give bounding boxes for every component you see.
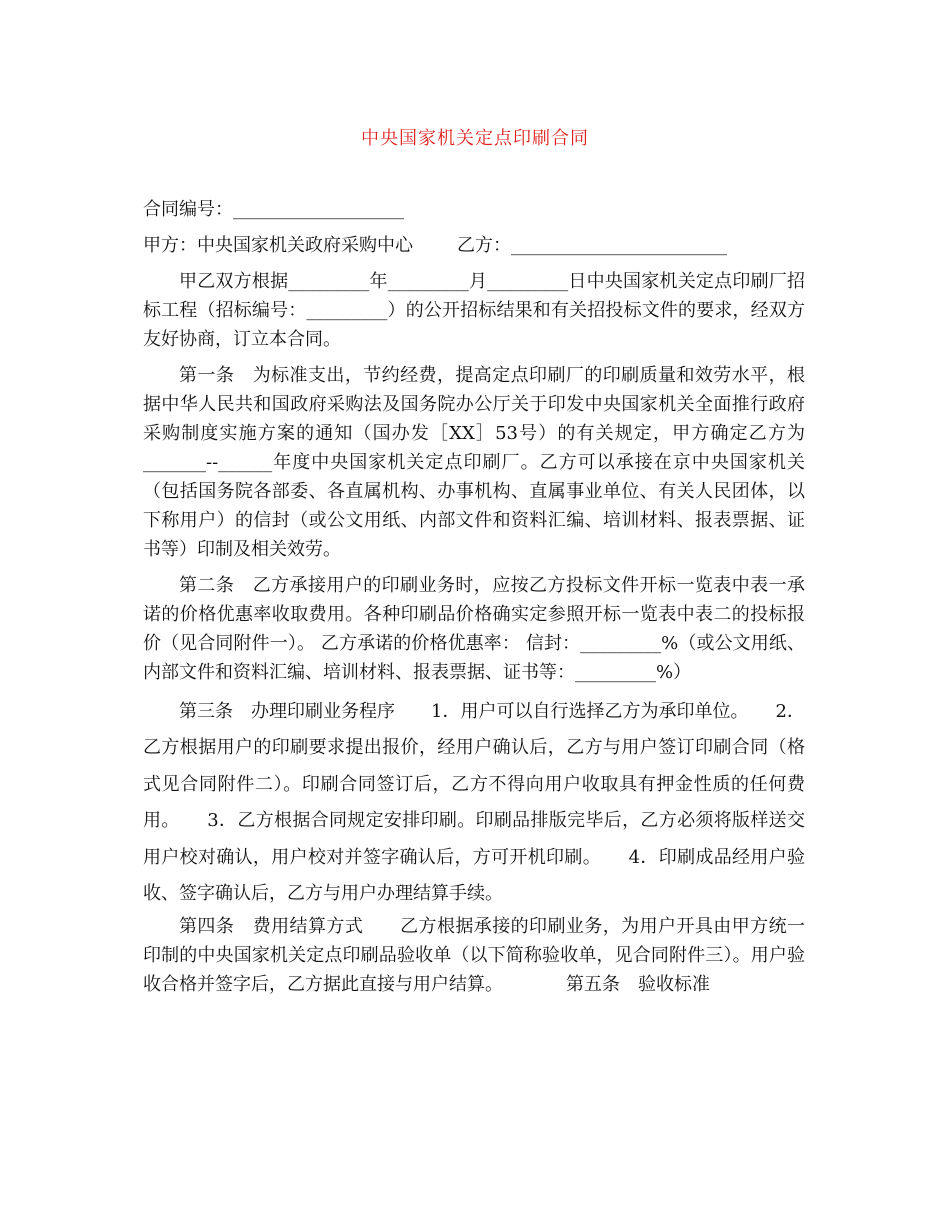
party-b: 乙方：________________________ (457, 235, 727, 256)
article-1: 第一条 为标准支出，节约经费，提高定点印刷厂的印刷质量和效劳水平，根据中华人民共和国政府采购法及国务院办公厅关于印发中央国家机关全面推行政府采购制度实施方案的通知（国办发［XX］53号）的有关规定，甲方确定乙方为_______--______年度中央国家机关定点印刷厂。乙方可以承接在京中央国家机关（包括国务院各部委、各直属机构、办事机构、直属事业单位、有关人民团体，以下称用户）的信封（或公文用纸、内部文件和资料汇编、培训材料、报表票据、证书等）印制及相关效劳。 (143, 365, 805, 560)
article-3: 第三条 办理印刷业务程序 1．用户可以自行选择乙方为承印单位。 2．乙方根据用户的印刷要求提出报价，经用户确认后，乙方与用户签订印刷合同（格式见合同附件二）。印刷合同签订后，乙方不得向用户收取具有押金性质的任何费用。 3．乙方根据合同规定安排印刷。印刷品排版完毕后，乙方必须将版样送交用户校对确认，用户校对并签字确认后，方可开机印刷。 4．印刷成品经用户验收、签字确认后，乙方与用户办理结算手续。 (143, 701, 805, 905)
article-2: 第二条 乙方承接用户的印刷业务时，应按乙方投标文件开标一览表中表一承诺的价格优惠率收取费用。各种印刷品价格确实定参照开标一览表中表二的投标报价（见合同附件一）。 乙方承诺的价格优惠率： 信封：_________%（或公文用纸、内部文件和资料汇编、培训材料、报表票据、证书等：_________%） (143, 575, 805, 683)
article-4: 第四条 费用结算方式 乙方根据承接的印刷业务，为用户开具由甲方统一印制的中央国家机关定点印刷品验收单（以下简称验收单，见合同附件三）。用户验收合格并签字后，乙方据此直接与用户结算。 第五条 验收标准 (143, 916, 805, 996)
contract-number-line: 合同编号：___________________ (143, 199, 404, 220)
contract-body (143, 195, 805, 1006)
party-a: 甲方：中央国家机关政府采购中心 (143, 235, 413, 256)
intro-paragraph: 甲乙双方根据_________年_________月_________日中央国家机关定点印刷厂招标工程（招标编号：_________）的公开招标结果和有关招投标文件的要求，经双方友好协商，订立本合同。 (143, 271, 805, 350)
document-title: 中央国家机关定点印刷合同 (361, 128, 589, 149)
parties-line (143, 231, 805, 260)
